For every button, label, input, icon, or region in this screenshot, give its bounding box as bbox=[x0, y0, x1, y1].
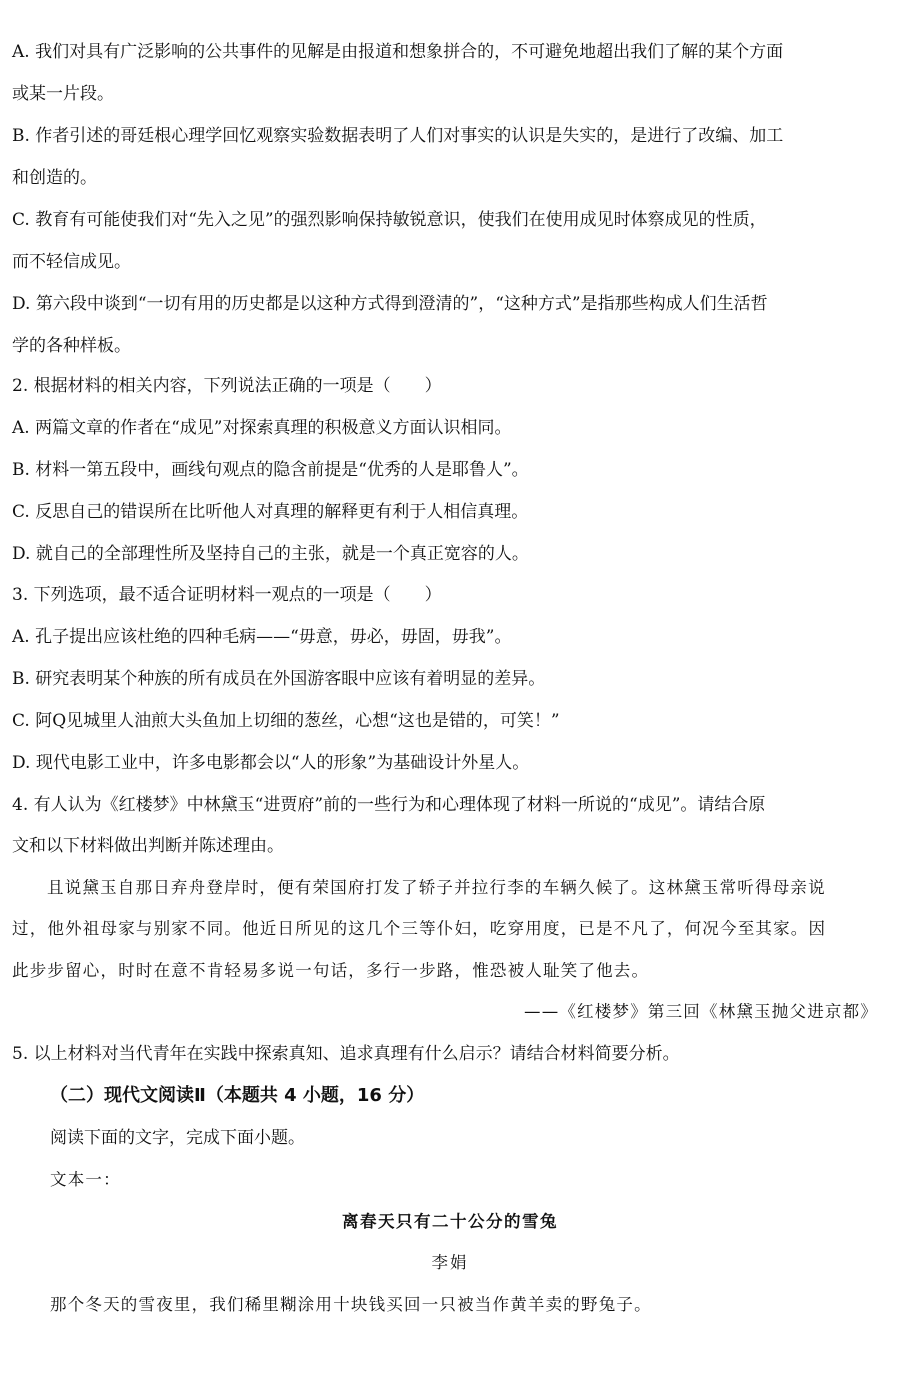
q2-option-a: A. 两篇文章的作者在“成见”对探索真理的积极意义方面认识相同。 bbox=[12, 418, 512, 438]
q1-option-d-line2: 学的各种样板。 bbox=[12, 336, 131, 356]
q1-option-c-line1: C. 教育有可能使我们对“先入之见”的强烈影响保持敏锐意识，使我们在使用成见时体察成见的性质， bbox=[12, 210, 767, 230]
article-title: 离春天只有二十公分的雪兔 bbox=[342, 1212, 558, 1231]
reading-instruction: 阅读下面的文字，完成下面小题。 bbox=[50, 1128, 305, 1148]
text-one-label: 文本一： bbox=[50, 1170, 121, 1189]
q3-option-b: B. 研究表明某个种族的所有成员在外国游客眼中应该有着明显的差异。 bbox=[12, 669, 546, 689]
q3-option-d: D. 现代电影工业中，许多电影都会以“人的形象”为基础设计外星人。 bbox=[12, 753, 530, 773]
q2-option-c: C. 反思自己的错误所在比听他人对真理的解释更有利于人相信真理。 bbox=[12, 502, 529, 522]
q1-option-b-line1: B. 作者引述的哥廷根心理学回忆观察实验数据表明了人们对事实的认识是失实的，是进行了改编、加工 bbox=[12, 126, 784, 146]
q1-option-d-line1: D. 第六段中谈到“一切有用的历史都是以这种方式得到澄清的”，“这种方式”是指那些构成人们生活哲 bbox=[12, 294, 768, 314]
section-heading: （二）现代文阅读Ⅱ（本题共 4 小题，16 分） bbox=[50, 1085, 425, 1106]
q4-stem-line1: 4. 有人认为《红楼梦》中林黛玉“进贾府”前的一些行为和心理体现了材料一所说的“成见”。请结合原 bbox=[12, 795, 766, 815]
q5-stem: 5. 以上材料对当代青年在实践中探索真知、追求真理有什么启示？请结合材料简要分析。 bbox=[12, 1044, 680, 1064]
article-author: 李娟 bbox=[431, 1253, 469, 1272]
q3-stem: 3. 下列选项，最不适合证明材料一观点的一项是（ ） bbox=[12, 585, 442, 605]
q2-stem: 2. 根据材料的相关内容，下列说法正确的一项是（ ） bbox=[12, 376, 442, 396]
q1-option-a-line1: A. 我们对具有广泛影响的公共事件的见解是由报道和想象拼合的，不可避免地超出我们了解的某个方面 bbox=[12, 42, 784, 62]
q3-option-a: A. 孔子提出应该杜绝的四种毛病——“毋意，毋必，毋固，毋我”。 bbox=[12, 627, 512, 647]
q4-quote-line3: 此步步留心，时时在意不肯轻易多说一句话，多行一步路，惟恐被人耻笑了他去。 bbox=[12, 961, 650, 980]
q4-quote-source: ——《红楼梦》第三回《林黛玉抛父进京都》 bbox=[524, 1002, 878, 1021]
q4-quote-line1: 且说黛玉自那日弃舟登岸时，便有荣国府打发了轿子并拉行李的车辆久候了。这林黛玉常听得母亲说 bbox=[47, 878, 826, 897]
article-first-line: 那个冬天的雪夜里，我们稀里糊涂用十块钱买回一只被当作黄羊卖的野兔子。 bbox=[50, 1295, 652, 1314]
q2-option-d: D. 就自己的全部理性所及坚持自己的主张，就是一个真正宽容的人。 bbox=[12, 544, 529, 564]
q3-option-c: C. 阿Q见城里人油煎大头鱼加上切细的葱丝，心想“这也是错的，可笑！” bbox=[12, 711, 560, 731]
q1-option-c-line2: 而不轻信成见。 bbox=[12, 252, 131, 272]
q4-stem-line2: 文和以下材料做出判断并陈述理由。 bbox=[12, 836, 284, 856]
q2-option-b: B. 材料一第五段中，画线句观点的隐含前提是“优秀的人是耶鲁人”。 bbox=[12, 460, 529, 480]
q1-option-a-line2: 或某一片段。 bbox=[12, 84, 114, 104]
q1-option-b-line2: 和创造的。 bbox=[12, 168, 97, 188]
q4-quote-line2: 过，他外祖母家与别家不同。他近日所见的这几个三等仆妇，吃穿用度，已是不凡了，何况今至其家。因 bbox=[12, 919, 827, 938]
